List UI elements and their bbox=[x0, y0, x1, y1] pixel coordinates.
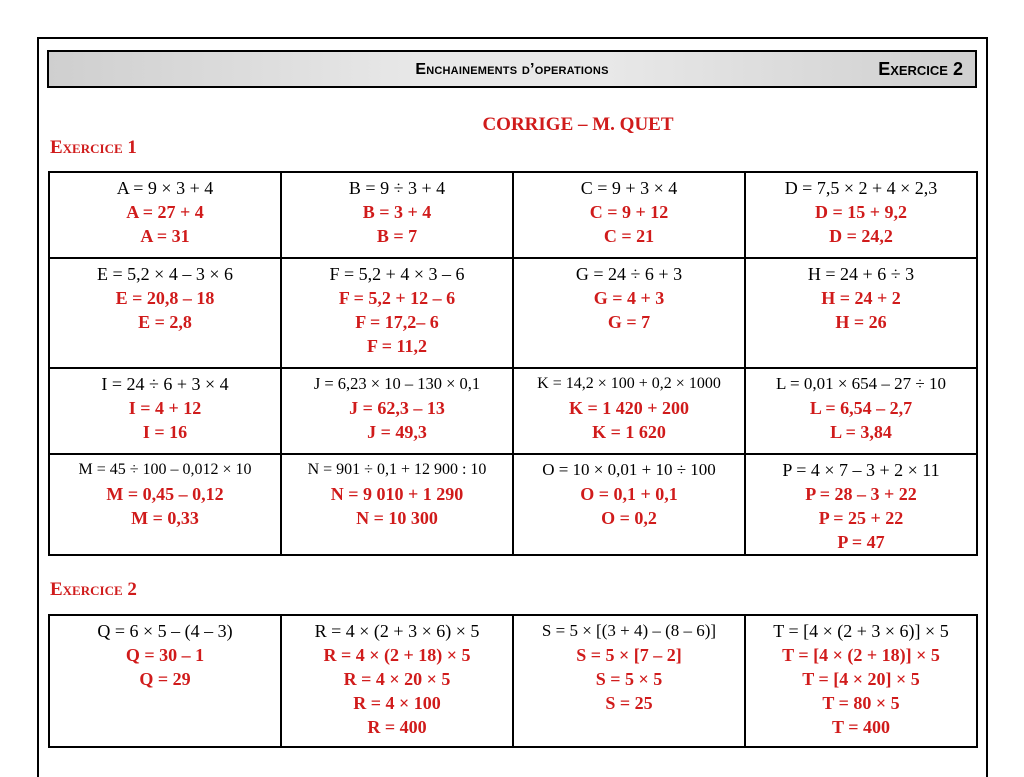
header-bar bbox=[47, 50, 977, 88]
answer-line: N = 10 300 bbox=[356, 508, 438, 528]
answer-line: K = 1 420 + 200 bbox=[568, 398, 689, 418]
page-title: Enchainements d’operations bbox=[415, 61, 609, 78]
answer-line: R = 4 × 20 × 5 bbox=[343, 669, 451, 689]
exercise-cell bbox=[49, 172, 281, 258]
question: J = 6,23 × 10 – 130 × 0,1 bbox=[313, 374, 481, 393]
question: H = 24 + 6 ÷ 3 bbox=[807, 264, 915, 284]
exercise-cell bbox=[745, 615, 977, 747]
exercise-cell bbox=[745, 368, 977, 454]
question: D = 7,5 × 2 + 4 × 2,3 bbox=[784, 178, 938, 198]
exercise-cell bbox=[281, 258, 513, 368]
answer-line: H = 26 bbox=[835, 312, 887, 332]
exercise-cell bbox=[281, 172, 513, 258]
answer-line: N = 9 010 + 1 290 bbox=[330, 484, 464, 504]
answer-line: F = 5,2 + 12 – 6 bbox=[338, 288, 456, 308]
answer-line: T = [4 × (2 + 18)] × 5 bbox=[782, 645, 940, 665]
answer-line: P = 28 – 3 + 22 bbox=[805, 484, 917, 504]
header-exercise-label: Exercice 2 bbox=[878, 59, 963, 79]
exercise-cell bbox=[281, 368, 513, 454]
answer-line: E = 2,8 bbox=[138, 312, 192, 332]
exercise-cell bbox=[513, 454, 745, 555]
exercise-cell bbox=[513, 615, 745, 747]
answer-line: P = 47 bbox=[837, 532, 885, 552]
question: C = 9 + 3 × 4 bbox=[580, 178, 678, 198]
exercise-cell bbox=[513, 172, 745, 258]
exercise-1-label: Exercice 1 bbox=[50, 137, 137, 158]
exercise-2-label: Exercice 2 bbox=[50, 579, 137, 600]
answer-line: P = 25 + 22 bbox=[818, 508, 904, 528]
exercise-1-table bbox=[48, 171, 978, 556]
answer-line: T = 400 bbox=[832, 717, 890, 737]
answer-line: C = 21 bbox=[603, 226, 655, 246]
table-row bbox=[49, 172, 977, 258]
question: E = 5,2 × 4 – 3 × 6 bbox=[97, 264, 233, 284]
question: F = 5,2 + 4 × 3 – 6 bbox=[329, 264, 465, 284]
question: N = 901 ÷ 0,1 + 12 900 : 10 bbox=[307, 461, 487, 478]
answer-line: S = 5 × [7 – 2] bbox=[576, 645, 682, 665]
exercise-2-table bbox=[48, 614, 978, 748]
answer-line: D = 15 + 9,2 bbox=[814, 202, 907, 222]
exercise-cell bbox=[281, 615, 513, 747]
question: L = 0,01 × 654 – 27 ÷ 10 bbox=[775, 374, 946, 393]
exercise-cell bbox=[513, 258, 745, 368]
question: B = 9 ÷ 3 + 4 bbox=[348, 178, 446, 198]
answer-line: R = 400 bbox=[367, 717, 427, 737]
answer-line: E = 20,8 – 18 bbox=[115, 288, 215, 308]
exercise-cell bbox=[745, 258, 977, 368]
answer-line: J = 62,3 – 13 bbox=[349, 398, 445, 418]
question: Q = 6 × 5 – (4 – 3) bbox=[97, 621, 233, 641]
answer-line: M = 0,33 bbox=[131, 508, 199, 528]
table-row bbox=[49, 454, 977, 555]
answer-line: B = 3 + 4 bbox=[362, 202, 432, 222]
answer-line: H = 24 + 2 bbox=[821, 288, 901, 308]
answer-line: I = 16 bbox=[142, 422, 188, 442]
exercise-cell bbox=[281, 454, 513, 555]
question: R = 4 × (2 + 3 × 6) × 5 bbox=[314, 621, 480, 641]
answer-line: G = 4 + 3 bbox=[593, 288, 665, 308]
question: K = 14,2 × 100 + 0,2 × 1000 bbox=[537, 375, 721, 392]
answer-line: I = 4 + 12 bbox=[128, 398, 202, 418]
answer-line: F = 11,2 bbox=[366, 336, 428, 356]
answer-line: L = 3,84 bbox=[830, 422, 892, 442]
answer-line: G = 7 bbox=[607, 312, 651, 332]
question: S = 5 × [(3 + 4) – (8 – 6)] bbox=[541, 621, 717, 640]
exercise-cell bbox=[745, 172, 977, 258]
exercise-cell bbox=[49, 258, 281, 368]
question: A = 9 × 3 + 4 bbox=[116, 178, 214, 198]
answer-line: B = 7 bbox=[376, 226, 418, 246]
answer-line: C = 9 + 12 bbox=[589, 202, 669, 222]
question: M = 45 ÷ 100 – 0,012 × 10 bbox=[78, 461, 252, 478]
question: I = 24 ÷ 6 + 3 × 4 bbox=[101, 374, 229, 394]
question: G = 24 ÷ 6 + 3 bbox=[575, 264, 683, 284]
answer-line: R = 4 × (2 + 18) × 5 bbox=[323, 645, 471, 665]
exercise-cell bbox=[49, 368, 281, 454]
answer-line: D = 24,2 bbox=[829, 226, 893, 246]
table-row bbox=[49, 615, 977, 747]
answer-line: A = 27 + 4 bbox=[126, 202, 204, 222]
corrige-title: CORRIGE – M. QUET bbox=[482, 114, 674, 135]
answer-line: T = [4 × 20] × 5 bbox=[802, 669, 920, 689]
answer-line: Q = 29 bbox=[139, 669, 191, 689]
exercise-cell bbox=[513, 368, 745, 454]
question: P = 4 × 7 – 3 + 2 × 11 bbox=[782, 460, 940, 480]
exercise-cell bbox=[49, 454, 281, 555]
answer-line: S = 25 bbox=[605, 693, 653, 713]
answer-line: S = 5 × 5 bbox=[595, 669, 663, 689]
answer-line: F = 17,2– 6 bbox=[355, 312, 439, 332]
answer-line: M = 0,45 – 0,12 bbox=[106, 484, 224, 504]
table-row bbox=[49, 258, 977, 368]
question: T = [4 × (2 + 3 × 6)] × 5 bbox=[773, 621, 949, 641]
answer-line: O = 0,2 bbox=[601, 508, 657, 528]
exercise-cell bbox=[745, 454, 977, 555]
answer-line: J = 49,3 bbox=[367, 422, 427, 442]
exercise-cell bbox=[49, 615, 281, 747]
question: O = 10 × 0,01 + 10 ÷ 100 bbox=[542, 460, 716, 479]
answer-line: L = 6,54 – 2,7 bbox=[809, 398, 913, 418]
table-row bbox=[49, 368, 977, 454]
answer-line: K = 1 620 bbox=[592, 422, 666, 442]
answer-line: Q = 30 – 1 bbox=[125, 645, 205, 665]
answer-line: O = 0,1 + 0,1 bbox=[580, 484, 678, 504]
answer-line: T = 80 × 5 bbox=[822, 693, 900, 713]
answer-line: A = 31 bbox=[140, 226, 190, 246]
answer-line: R = 4 × 100 bbox=[353, 693, 441, 713]
